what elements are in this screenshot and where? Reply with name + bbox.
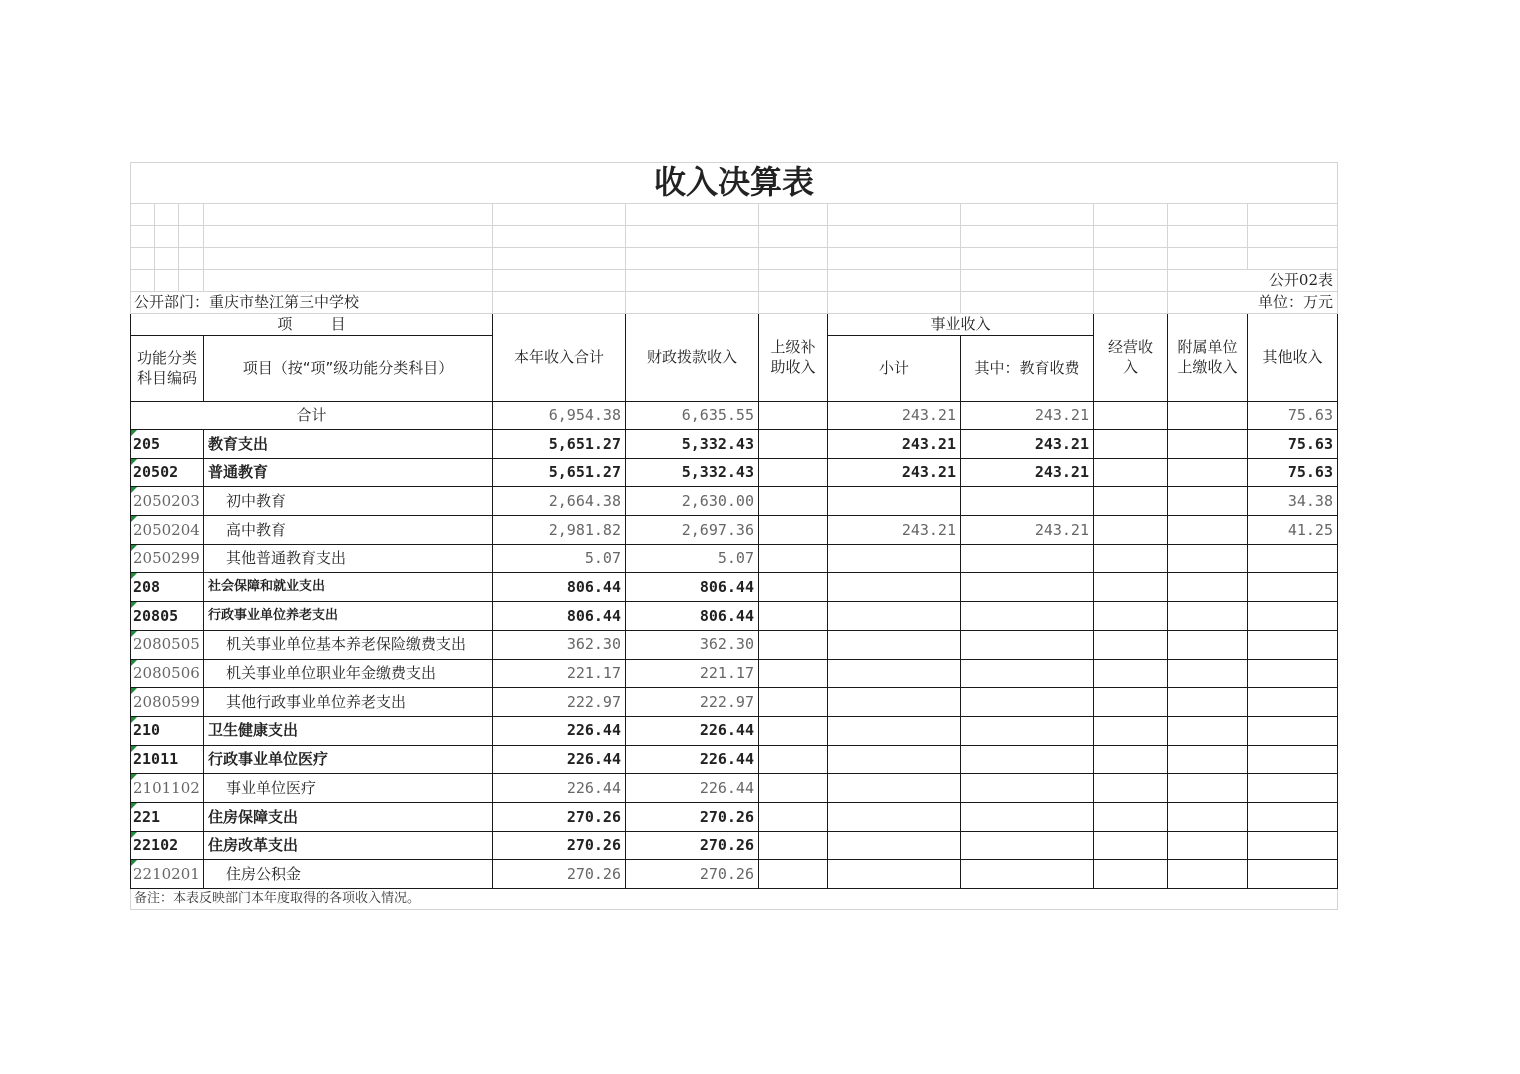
cell-other [1248,774,1338,803]
func-code-cell [131,659,204,688]
item-name-cell: 机关事业单位基本养老保险缴费支出 [204,630,493,659]
cell-operating [1094,573,1168,602]
cell-subtotal [828,630,961,659]
text-number-marker-icon [131,602,137,608]
text-number-marker-icon [131,717,137,723]
item-name-cell: 机关事业单位职业年金缴费支出 [204,659,493,688]
cell-superior [759,573,828,602]
cell-affiliated [1168,516,1248,545]
text-number-marker-icon [131,487,137,493]
item-name-cell: 教育支出 [204,430,493,459]
text-number-marker-icon [131,459,137,465]
cell-affiliated [1168,602,1248,631]
cell-total-income: 362.30 [493,630,626,659]
cell-other [1248,802,1338,831]
func-code-text: 2050204 [133,520,200,539]
table-row [131,745,1338,774]
cell-total-income: 270.26 [493,860,626,889]
cell-superior [759,487,828,516]
func-code-cell [131,831,204,860]
cell-edu-fee [961,573,1094,602]
header-business-group: 事业收入 [828,314,1094,336]
table-row [131,544,1338,573]
cell-operating [1094,716,1168,745]
table-header [131,314,1338,430]
text-number-marker-icon [131,803,137,809]
cell-total-income: 806.44 [493,602,626,631]
cell-edu-fee [961,774,1094,803]
cell-fiscal: 226.44 [626,774,759,803]
total-income-value: 6,954.38 [493,402,626,430]
item-name-cell: 普通教育 [204,458,493,487]
table-row [131,630,1338,659]
cell-subtotal [828,745,961,774]
cell-superior [759,516,828,545]
header-total-income: 本年收入合计 [493,314,626,402]
cell-other [1248,860,1338,889]
cell-superior [759,458,828,487]
func-code-cell [131,716,204,745]
cell-other [1248,745,1338,774]
text-number-marker-icon [131,660,137,666]
func-code-text: 2101102 [133,778,200,797]
item-name-cell: 住房公积金 [204,860,493,889]
cell-fiscal: 362.30 [626,630,759,659]
cell-fiscal: 806.44 [626,573,759,602]
cell-operating [1094,458,1168,487]
cell-total-income: 221.17 [493,659,626,688]
item-name-cell: 社会保障和就业支出 [204,573,493,602]
cell-operating [1094,688,1168,717]
total-row [131,402,1338,430]
func-code-cell [131,630,204,659]
cell-other: 75.63 [1248,458,1338,487]
cell-operating [1094,802,1168,831]
text-number-marker-icon [131,516,137,522]
cell-total-income: 270.26 [493,831,626,860]
cell-total-income: 5.07 [493,544,626,573]
table-row [131,802,1338,831]
cell-superior [759,860,828,889]
func-code-cell [131,516,204,545]
cell-operating [1094,430,1168,459]
total-subtotal-value: 243.21 [828,402,961,430]
cell-fiscal: 806.44 [626,602,759,631]
cell-subtotal [828,802,961,831]
footnote: 备注：本表反映部门本年度取得的各项收入情况。 [131,889,1338,910]
text-number-marker-icon [131,430,137,436]
func-code-cell [131,745,204,774]
cell-edu-fee: 243.21 [961,458,1094,487]
cell-other [1248,573,1338,602]
func-code-text: 2080599 [133,692,200,711]
text-number-marker-icon [131,573,137,579]
cell-affiliated [1168,688,1248,717]
cell-subtotal: 243.21 [828,516,961,545]
cell-subtotal [828,774,961,803]
cell-total-income: 2,981.82 [493,516,626,545]
cell-other [1248,831,1338,860]
cell-operating [1094,544,1168,573]
cell-subtotal [828,602,961,631]
func-code-text: 20805 [133,606,179,625]
cell-operating [1094,487,1168,516]
cell-subtotal [828,860,961,889]
cell-other [1248,688,1338,717]
header-item-group: 项 目 [131,314,493,336]
cell-subtotal: 243.21 [828,458,961,487]
total-other-value: 75.63 [1248,402,1338,430]
cell-superior [759,716,828,745]
cell-edu-fee [961,544,1094,573]
cell-total-income: 226.44 [493,774,626,803]
cell-edu-fee [961,688,1094,717]
func-code-text: 205 [133,434,161,453]
header-operating: 经营收入 [1094,314,1168,402]
cell-subtotal [828,544,961,573]
cell-fiscal: 5.07 [626,544,759,573]
cell-other: 34.38 [1248,487,1338,516]
page-title: 收入决算表 [131,163,1338,204]
cell-operating [1094,659,1168,688]
item-name-cell: 行政事业单位养老支出 [204,602,493,631]
cell-other [1248,544,1338,573]
cell-other: 75.63 [1248,430,1338,459]
table-row [131,516,1338,545]
cell-subtotal: 243.21 [828,430,961,459]
cell-fiscal: 270.26 [626,860,759,889]
header-item-name: 项目（按“项”级功能分类科目） [204,336,493,402]
cell-affiliated [1168,716,1248,745]
cell-superior [759,430,828,459]
text-number-marker-icon [131,860,137,866]
cell-affiliated [1168,487,1248,516]
total-operating-value [1094,402,1168,430]
header-fiscal: 财政拨款收入 [626,314,759,402]
cell-subtotal [828,716,961,745]
form-code: 公开02表 [1168,270,1338,292]
cell-superior [759,688,828,717]
cell-total-income: 226.44 [493,716,626,745]
item-name-cell: 事业单位医疗 [204,774,493,803]
unit-label: 单位：万元 [1168,292,1338,314]
cell-superior [759,774,828,803]
cell-superior [759,802,828,831]
cell-affiliated [1168,458,1248,487]
cell-affiliated [1168,860,1248,889]
cell-affiliated [1168,745,1248,774]
cell-fiscal: 222.97 [626,688,759,717]
header-func-code: 功能分类科目编码 [131,336,204,402]
cell-superior [759,602,828,631]
cell-operating [1094,745,1168,774]
table-row [131,688,1338,717]
func-code-cell [131,688,204,717]
cell-subtotal [828,659,961,688]
cell-subtotal [828,831,961,860]
cell-fiscal: 5,332.43 [626,430,759,459]
cell-subtotal [828,688,961,717]
cell-total-income: 2,664.38 [493,487,626,516]
header-affiliated: 附属单位上缴收入 [1168,314,1248,402]
item-name-cell: 其他普通教育支出 [204,544,493,573]
cell-fiscal: 226.44 [626,745,759,774]
cell-fiscal: 226.44 [626,716,759,745]
total-affiliated-value [1168,402,1248,430]
table-row [131,860,1338,889]
func-code-text: 22102 [133,836,179,855]
cell-edu-fee [961,659,1094,688]
cell-fiscal: 270.26 [626,802,759,831]
table-row [131,602,1338,631]
cell-edu-fee [961,831,1094,860]
func-code-text: 2080505 [133,635,200,654]
text-number-marker-icon [131,746,137,752]
text-number-marker-icon [131,832,137,838]
func-code-text: 2210201 [133,864,200,883]
table-row [131,573,1338,602]
cell-total-income: 222.97 [493,688,626,717]
func-code-text: 2080506 [133,664,200,683]
cell-total-income: 806.44 [493,573,626,602]
text-number-marker-icon [131,545,137,551]
header-edu-fee: 其中：教育收费 [961,336,1094,402]
item-name-cell: 行政事业单位医疗 [204,745,493,774]
table-row [131,716,1338,745]
cell-affiliated [1168,659,1248,688]
cell-operating [1094,774,1168,803]
cell-other [1248,630,1338,659]
cell-operating [1094,602,1168,631]
table-row [131,659,1338,688]
cell-subtotal [828,573,961,602]
total-edu-fee-value: 243.21 [961,402,1094,430]
item-name-cell: 住房改革支出 [204,831,493,860]
cell-total-income: 270.26 [493,802,626,831]
cell-fiscal: 2,697.36 [626,516,759,545]
cell-operating [1094,860,1168,889]
cell-edu-fee [961,745,1094,774]
cell-superior [759,659,828,688]
func-code-cell [131,544,204,573]
cell-affiliated [1168,573,1248,602]
total-superior-value [759,402,828,430]
cell-operating [1094,516,1168,545]
cell-other [1248,716,1338,745]
cell-other: 41.25 [1248,516,1338,545]
cell-affiliated [1168,831,1248,860]
data-rows [131,430,1338,889]
cell-operating [1094,831,1168,860]
header-other: 其他收入 [1248,314,1338,402]
item-name-cell: 卫生健康支出 [204,716,493,745]
item-name-cell: 住房保障支出 [204,802,493,831]
func-code-cell [131,430,204,459]
header-subtotal: 小计 [828,336,961,402]
table-row [131,831,1338,860]
cell-total-income: 5,651.27 [493,458,626,487]
cell-subtotal [828,487,961,516]
cell-operating [1094,630,1168,659]
func-code-cell [131,458,204,487]
cell-other [1248,602,1338,631]
cell-total-income: 226.44 [493,745,626,774]
func-code-cell [131,802,204,831]
func-code-text: 210 [133,721,161,740]
func-code-cell [131,487,204,516]
header-superior: 上级补助收入 [759,314,828,402]
cell-affiliated [1168,630,1248,659]
table-row [131,774,1338,803]
cell-edu-fee [961,802,1094,831]
total-fiscal-value: 6,635.55 [626,402,759,430]
cell-affiliated [1168,802,1248,831]
cell-edu-fee [961,487,1094,516]
table-row [131,487,1338,516]
func-code-cell [131,573,204,602]
department-label: 公开部门：重庆市垫江第三中学校 [131,292,493,314]
cell-superior [759,831,828,860]
income-statement-sheet [130,162,1338,910]
income-table [130,162,1338,910]
total-label: 合计 [131,402,493,430]
cell-other [1248,659,1338,688]
func-code-text: 221 [133,807,161,826]
cell-edu-fee: 243.21 [961,430,1094,459]
func-code-text: 21011 [133,750,179,769]
cell-edu-fee [961,860,1094,889]
item-name-cell: 其他行政事业单位养老支出 [204,688,493,717]
cell-fiscal: 221.17 [626,659,759,688]
item-name-cell: 高中教育 [204,516,493,545]
cell-affiliated [1168,430,1248,459]
item-name-cell: 初中教育 [204,487,493,516]
func-code-text: 2050299 [133,549,200,568]
cell-superior [759,544,828,573]
cell-edu-fee: 243.21 [961,516,1094,545]
func-code-cell [131,774,204,803]
func-code-cell [131,860,204,889]
cell-fiscal: 5,332.43 [626,458,759,487]
cell-superior [759,745,828,774]
cell-fiscal: 270.26 [626,831,759,860]
text-number-marker-icon [131,688,137,694]
cell-superior [759,630,828,659]
cell-total-income: 5,651.27 [493,430,626,459]
table-row [131,458,1338,487]
cell-fiscal: 2,630.00 [626,487,759,516]
table-row [131,430,1338,459]
text-number-marker-icon [131,774,137,780]
text-number-marker-icon [131,631,137,637]
cell-edu-fee [961,602,1094,631]
func-code-text: 2050203 [133,491,200,510]
func-code-text: 20502 [133,463,179,482]
cell-affiliated [1168,544,1248,573]
func-code-text: 208 [133,578,161,597]
func-code-cell [131,602,204,631]
cell-edu-fee [961,630,1094,659]
cell-affiliated [1168,774,1248,803]
cell-edu-fee [961,716,1094,745]
